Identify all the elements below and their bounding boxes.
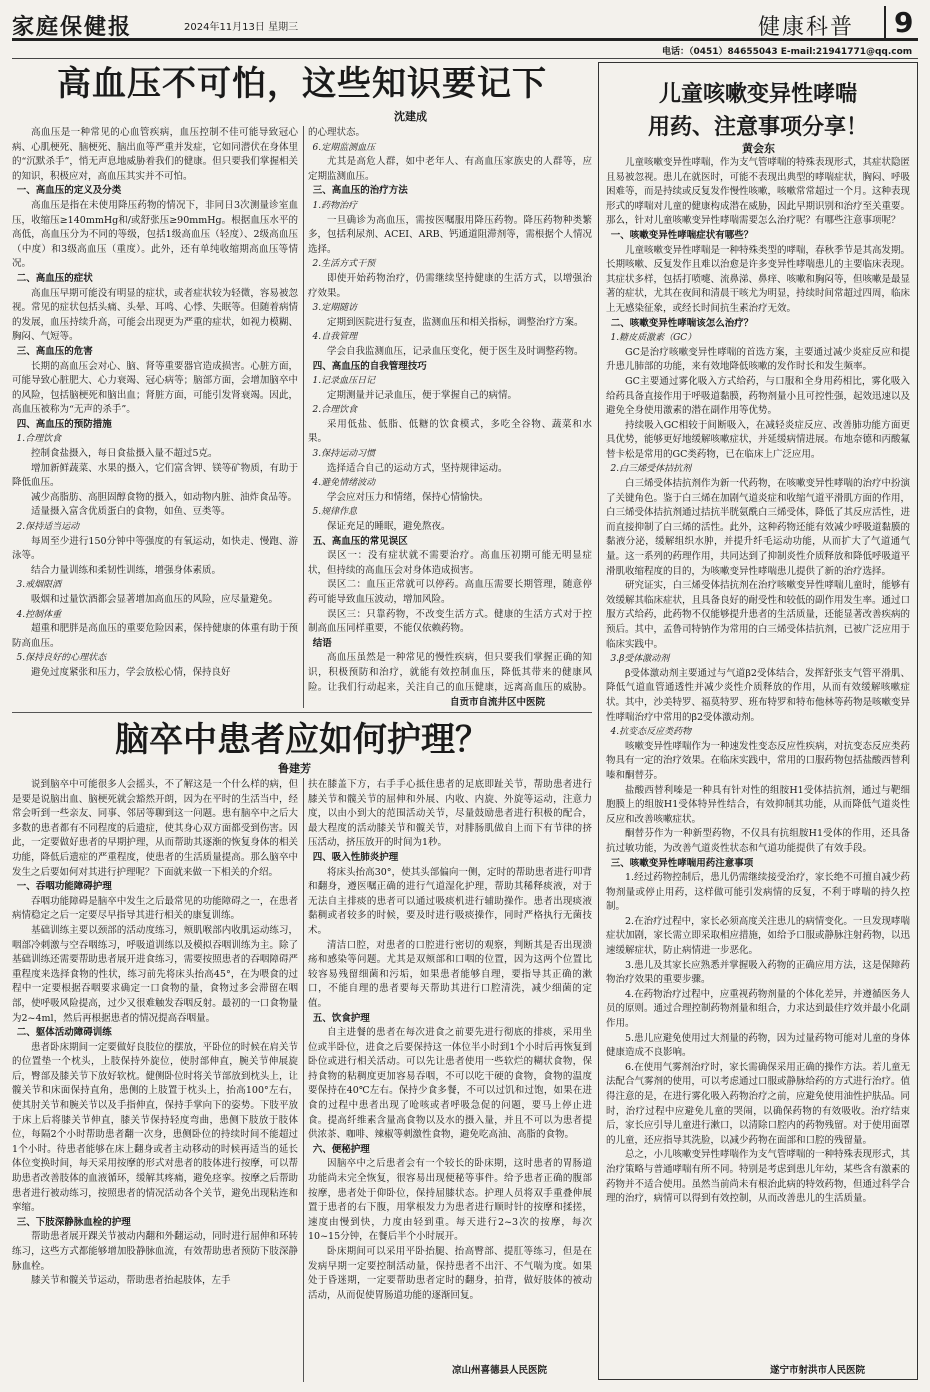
- article3-title-line-1: 儿童咳嗽变异性哮喘: [658, 81, 857, 107]
- subsection-heading: 4.控制体重: [16, 609, 62, 620]
- paragraph: 咳嗽变异性哮喘作为一种速发性变态反应性疾病，对抗变态反应类药物具有一定的治疗效果。在临床实践中，常用的口服药物包括盐酸西替利嗪和酮替芬。: [606, 740, 910, 781]
- page-number: 9: [884, 6, 913, 39]
- subsection-heading: 3.戒烟限酒: [16, 580, 62, 591]
- subsection-heading: 2.保持适当运动: [16, 522, 80, 533]
- article3-body: [606, 156, 910, 1356]
- paragraph: 高血压是一种常见的心血管疾病，血压控制不佳可能导致冠心病、心肌梗死、脑梗死、脑出血等严重并发症，它如同潜伏在身体里的“沉默杀手”，悄无声息地威胁着我们的健康。但只要我们掌握相关的知识，积极应对，高血压其实并不可怕。: [12, 127, 298, 182]
- article1-author: 沈建成: [394, 110, 427, 123]
- paragraph: 适量摄入富含优质蛋白的食物，如鱼、豆类等。: [31, 506, 231, 518]
- subsection-heading: 5.规律作息: [312, 507, 358, 518]
- paragraph: 4.在药物治疗过程中，应重视药物剂量的个体化差异，并遵循医务人员的原则。通过合理控制药物剂量和组合，力求达到最佳疗效并最小化副作用。: [606, 988, 910, 1030]
- paragraph: 减少高脂肪、高胆固醇食物的摄入，如动物内脏、油炸食品等。: [31, 491, 298, 503]
- paragraph: 学会应对压力和情绪，保持心情愉快。: [327, 491, 489, 503]
- paragraph: 高血压虽然是一种常见的慢性疾病，但只要我们掌握正确的知识，积极预防和治疗，就能有效控制血压，降低其带来的健康风险。让我们行动起来，关注自己的血压健康，远离高血压的威胁。: [308, 652, 592, 692]
- paragraph: 定期测量并记录血压，便于掌握自己的病情。: [327, 389, 518, 401]
- subsection-heading: 4.自我管理: [312, 332, 358, 343]
- section-heading: 二、高血压的症状: [16, 272, 93, 284]
- paragraph: 尤其是高危人群，如中老年人、有高血压家族史的人群等，应定期监测血压。: [308, 156, 592, 182]
- article1-title: 高血压不可怕，这些知识要记下: [57, 64, 547, 104]
- article1-source: 自贡市自流井区中医院: [450, 697, 546, 708]
- issue-date: 2024年11月13日 星期三: [184, 22, 299, 33]
- paragraph: 将床头抬高30°，使其头部偏向一侧，定时的帮助患者进行叩背和翻身，遵医嘱正确的进行气道湿化护理，帮助其稀释痰液，对于无法自主排痰的患者可以通过吸痰机进行辅助操作。患者出现痰液黏稠或者较多的时候，要及时进行吸痰操作，同时严格执行无菌技术。: [308, 866, 592, 936]
- paragraph: 儿童咳嗽变异性哮喘，作为支气管哮喘的特殊表现形式，其症状隐匿且易被忽视。患儿在就医时，可能不表现出典型的哮喘症状，胸闷、呼吸困难等，而是持续或反复发作慢性咳嗽，咳嗽常常超过一个月。这种表现形式的哮喘对儿童的健康构成潜在威胁，因此早期识别和治疗至关重要。那么，针对儿童咳嗽变异性哮喘需要怎么治疗呢？有哪些注意事项呢？: [606, 157, 910, 227]
- paragraph: 盐酸西替利嗪是一种具有针对性的组胺H1受体拮抗剂，通过与靶细胞膜上的组胺H1受体特异性结合，有效抑制其功能，从而降低气道炎性反应和改善咳嗽症状。: [606, 784, 910, 825]
- paragraph: β受体激动剂主要通过与气道β2受体结合，发挥舒张支气管平滑肌、降低气道血管通透性并减少炎性介质释放的作用，从而有效缓解咳嗽症状。其中，沙美特罗、福莫特罗、班布特罗和特布他林等药物是咳嗽变异性哮喘治疗中常用的β2受体激动剂。: [606, 667, 910, 723]
- paragraph: 选择适合自己的运动方式，坚持规律运动。: [327, 462, 508, 474]
- page-header: [12, 6, 918, 40]
- paragraph: 卧床期间可以采用平卧抬腿、抬高臀部、提肛等练习，但是在发病早期一定要控制活动量，保持患者不出汗、不气喘为度。如果处于昏迷期，一定要帮助患者定时的翻身，拍背，做好肢体的被动活动，从而促使胃肠道功能的逐渐回复。: [308, 1246, 592, 1301]
- paragraph: 6.在使用气雾剂治疗时，家长需确保采用正确的操作方法。若儿童无法配合气雾剂的使用，可以考虑通过口服或静脉给药的方式进行治疗。值得注意的是，在进行雾化吸入药物治疗之前，应避免使用油性护肤品。同时，治疗过程中应避免儿童的哭闹，以确保药物的有效吸收。治疗结束后，家长应引导儿童进行漱口，以清除口腔内的药物残留。对于使用面罩的儿童，还应指导其洗脸，以减少药物在面部和口腔的残留量。: [606, 1061, 910, 1146]
- paragraph: 基础训练主要以颈部的活动度练习，颊肌喉部内收肌运动练习，咽部冷刺激与空吞咽练习，呼吸道训练以及模拟吞咽训练为主。除了基础训练还需要帮助患者展开进食练习，需要按照患者的吞咽障碍严重程度来选择食物的性状，练习前先将床头抬高45°，在为喂食的过程中一定要根据吞咽要求确定一口食物的量，食物过多会滞留在咽部，使呼吸风险提高，过少又很难触发吞咽反射。最初的一口食物量为2~4ml，然后再根据患者的情况提高吞咽量。: [12, 924, 298, 1024]
- contact-rule: [12, 58, 918, 59]
- paragraph: 保证充足的睡眠，避免熬夜。: [327, 521, 451, 533]
- subsection-heading: 3.保持运动习惯: [312, 449, 376, 460]
- paragraph: 吸烟和过量饮酒都会显著增加高血压的风险，应尽量避免。: [31, 594, 279, 605]
- article2-source: 凉山州喜德县人民医院: [452, 1365, 548, 1376]
- section-heading: 四、高血压的自我管理技巧: [312, 360, 427, 372]
- paragraph: 研究证实，白三烯受体拮抗剂在治疗咳嗽变异性哮喘儿童时，能够有效缓解其临床症状，且具备良好的耐受性和较低的副作用发生率。通过口服方式给药，此药物不仅能够提升患者的生活质量，还能显著改善疾病的预后。其中，孟鲁司特钠作为常用的白三烯受体拮抗剂，已被广泛应用于临床实践中。: [606, 580, 910, 650]
- paragraph: 膝关节和髋关节运动，帮助患者抬起肢体，左手: [31, 1275, 231, 1287]
- subsection-heading: 3.定期随访: [312, 303, 358, 314]
- article3-source: 遂宁市射洪市人民医院: [770, 1365, 866, 1376]
- paragraph: 1.经过药物控制后，患儿仍需继续接受治疗，家长绝不可擅自减少药物剂量或停止用药，这样做可能引发病情的反复，不利于哮喘的持久控制。: [606, 872, 910, 913]
- subsection-heading: 5.保持良好的心理状态: [16, 653, 107, 664]
- article1-column-1: [12, 126, 298, 706]
- paragraph: 结合力量训练和柔韧性训练，增强身体素质。: [31, 564, 222, 576]
- subsection-heading: 2.合理饮食: [312, 405, 358, 416]
- article2-author: 鲁建芳: [278, 762, 311, 775]
- paragraph: 每周至少进行150分钟中等强度的有氧运动，如快走、慢跑、游泳等。: [12, 535, 298, 562]
- subsection-heading: 1.合理饮食: [16, 434, 62, 445]
- article3-title-line-2: 用药、注意事项分享！: [647, 114, 868, 140]
- paragraph: 因脑卒中之后患者会有一个较长的卧床期，这时患者的胃肠道功能尚未完全恢复，很容易出现便秘等事件。给予患者正确的腹部按摩，患者处于仰卧位，保持屈膝状态。护理人员将双手重叠伸展置于患者的右下腹，用掌根发力为患者进行顺时针的按摩和揉搓，速度由慢到快，力度由轻到重。每天进行2~3次的按摩，每次10~15分钟，在餐后半个小时展开。: [308, 1158, 592, 1243]
- subsection-heading: 4.避免情绪波动: [312, 478, 376, 489]
- section-heading: 三、下肢深静脉血栓的护理: [16, 1216, 131, 1228]
- section-heading: 二、躯体活动障碍训练: [16, 1027, 112, 1039]
- section-heading: 一、咳嗽变异性哮喘症状有哪些？: [610, 229, 754, 241]
- contact-info: 电话：（0451）84655043 E-mail:21941771@qq.com: [662, 47, 913, 57]
- paragraph: 高血压是指在未使用降压药物的情况下，非同日3次测量诊室血压，收缩压≥140mmHg和/或舒张压≥90mmHg。根据血压水平的高低，高血压分为不同的等级，包括1级高血压（轻度）、2级高血压（中度）和3级高血压（重度）。此外，还有单纯收缩期高血压等情况。: [12, 199, 298, 270]
- article2-title: 脑卒中患者应如何护理？: [115, 720, 489, 760]
- paragraph: 的心理状态。: [308, 127, 366, 138]
- paragraph: 扶在膝盖下方，右手手心抵住患者的足底即趾关节，帮助患者进行膝关节和髋关节的屈伸和外展、内收、内旋、外旋等运动，注意力度，以由小到大的范围活动关节，尽量鼓励患者进行积极的配合，最大程度的活动膝关节和髋关节，对腓肠肌做自上而下有节律的挤压活动，挤压放开的时间为1秒。: [308, 779, 592, 849]
- paragraph: 高血压早期可能没有明显的症状，或者症状较为轻微，容易被忽视。常见的症状包括头痛、头晕、耳鸣、心悸、失眠等。但随着病情的发展，血压持续升高，可能会出现更为严重的症状，如视力模糊、胸闷、气短等。: [12, 287, 298, 343]
- article1-column-2: [308, 126, 592, 692]
- paragraph: 一旦确诊为高血压，需按医嘱服用降压药物。降压药物种类繁多，包括利尿剂、ACEI、ARB、钙通道阻滞剂等，需根据个人情况选择。: [308, 214, 592, 255]
- subsection-heading: 6.定期监测血压: [312, 142, 376, 153]
- paragraph: 误区三：只靠药物，不改变生活方式。健康的生活方式对于控制高血压同样重要，不能仅依赖药物。: [308, 608, 592, 635]
- paragraph: 控制食盐摄入，每日食盐摄入量不超过5克。: [31, 448, 218, 460]
- paragraph: 总之，小儿咳嗽变异性哮喘作为支气管哮喘的一种特殊表现形式，其治疗策略与普通哮喘有所不同。特别是考虑到患儿年幼，某些含有激素的药物并不适合使用。虽然当前尚未有根治此病的特效药物，但通过科学合理的治疗，病情可以得到有效控制，从而改善患儿的生活质量。: [606, 1149, 910, 1205]
- column-divider: [303, 126, 304, 708]
- subsection-heading: 2.白三烯受体拮抗剂: [610, 464, 692, 475]
- subsection-heading: 4.抗变态反应类药物: [610, 727, 692, 738]
- subsection-heading: 1.糖皮质激素（GC）: [610, 333, 697, 344]
- section-heading: 四、高血压的预防措施: [16, 418, 112, 430]
- column-divider: [303, 778, 304, 1382]
- paragraph: 5.患儿应避免使用过大剂量的药物，因为过量药物可能对儿童的身体健康造成不良影响。: [606, 1032, 910, 1059]
- paragraph: 采用低盐、低脂、低糖的饮食模式，多吃全谷物、蔬菜和水果。: [308, 418, 592, 445]
- paragraph: 酮替芬作为一种新型药物，不仅具有抗组胺H1受体的作用，还具备抗过敏功能，为改善气道炎性状态和气道功能提供了有效手段。: [606, 828, 910, 854]
- article2-column-2: [308, 778, 592, 1356]
- paragraph: 超重和肥胖是高血压的重要危险因素，保持健康的体重有助于预防高血压。: [12, 623, 298, 649]
- paragraph: 3.患儿及其家长应熟悉并掌握吸入药物的正确应用方法，这是保障药物治疗效果的重要步骤。: [606, 959, 910, 986]
- paragraph: 白三烯受体拮抗剂作为新一代药物，在咳嗽变异性哮喘的治疗中扮演了关键角色。鉴于白三烯在加剧气道炎症和收缩气道平滑肌方面的作用，白三烯受体拮抗剂通过拮抗半胱氨酰白三烯受体，降低了其反应活性，进而直接抑制了白三烯的活性。此外，这种药物还能有效减少呼吸道黏膜的黏液分泌，缓解组织水肿，并提升纤毛运动功能，从而扩大了气道通气量。这一系列的药理作用，共同达到了抑制炎性介质释放和降低呼吸道平滑肌收缩程度的目的，为咳嗽变异性哮喘患儿提供了新的治疗选择。: [606, 478, 910, 577]
- section-heading: 五、高血压的常见误区: [312, 535, 408, 547]
- paragraph: 帮助患者展开踝关节被动内翻和外翻运动，同时进行屈伸和环转练习，这些方式都能够增加股静脉血流，有效帮助患者预防下肢深静脉血栓。: [12, 1231, 298, 1272]
- subsection-heading: 1.药物治疗: [312, 200, 358, 211]
- paragraph: 吞咽功能障碍是脑卒中发生之后最常见的功能障碍之一，在患者病情稳定之后一定要尽早指导其进行相关的康复训练。: [12, 895, 298, 922]
- paragraph: 说到脑卒中可能很多人会摇头，不了解这是一个什么样的病，但是要是说脑出血、脑梗死就会豁然开朗，因为在平时的生活当中，经常会听到一些亲友、同事、邻居等聊到这一问题。患有脑卒中之后大多数的患者都有不同程度的后遗症，使其身心双方面都受到伤害。因此，一定要做好患者的早期护理，从而帮助其逐渐的恢复身体的相关功能，降低后遗症的严重程度，使患者的生活质量提高。那么脑卒中发生之后要如何对其进行护理呢？下面就来做一下相关的介绍。: [12, 779, 298, 878]
- section-heading: 一、吞咽功能障碍护理: [16, 881, 112, 893]
- paragraph: 2.在治疗过程中，家长必须高度关注患儿的病情变化。一旦发现哮喘症状加剧，家长需立即采取相应措施，如给予口服或静脉注射药物，以迅速缓解症状，防止病情进一步恶化。: [606, 915, 910, 957]
- section-title: 健康科普: [758, 15, 855, 40]
- paragraph: 定期到医院进行复查，监测血压和相关指标，调整治疗方案。: [327, 316, 584, 328]
- paragraph: 自主进餐的患者在每次进食之前要先进行彻底的排痰，采用坐位或半卧位，进食之后要保持这一体位半小时到1个小时后再恢复到卧位或进行相关活动。可以先让患者使用一些软烂的糊状食物，保持食物的粘稠度更加容易吞咽，不可以吃干硬的食物，食物的温度要保持在40℃左右。保持少食多餐，不可以过饥和过饱，如果在进食的过程中患者出现了呛咳或者呼吸急促的问题，要马上停止进食。提高纤维素含量高食物以及水的摄入量，并且不可以为患者提供浓茶、咖啡、辣椒等刺激性食物，避免吃高油、高脂的食物。: [308, 1027, 592, 1141]
- paragraph: 误区一：没有症状就不需要治疗。高血压初期可能无明显症状，但持续的高血压会对身体造成损害。: [308, 550, 592, 576]
- paragraph: 长期的高血压会对心、脑、肾等重要器官造成损害。心脏方面，可能导致心脏肥大、心力衰竭、冠心病等；脑部方面，会增加脑卒中的风险，包括脑梗死和脑出血；肾脏方面，可能引发肾衰竭。因此，高血压被称为“无声的杀手”。: [12, 360, 298, 416]
- article2-column-1: [12, 778, 298, 1382]
- paragraph: 儿童咳嗽变异性哮喘是一种特殊类型的哮喘，春秋季节是其高发期。长期咳嗽、反复发作且难以治愈是许多变异性哮喘患儿的主要临床表现。其症状多样，包括打喷嚏、流鼻涕、鼻痒、咳嗽和胸闷等，但咳嗽是最显著的症状，尤其在夜间和清晨干咳尤为明显，持续时间常超过四周，临床上无感染征象，或经长时间抗生素治疗无效。: [606, 244, 910, 314]
- paragraph: 增加新鲜蔬菜、水果的摄入，它们富含钾、镁等矿物质，有助于降低血压。: [12, 462, 298, 489]
- section-heading: 三、高血压的危害: [16, 345, 93, 357]
- header-rule: [12, 38, 918, 41]
- subsection-heading: 3.β受体激动剂: [610, 654, 670, 665]
- paragraph: GC是治疗咳嗽变异性哮喘的首选方案，主要通过减少炎症反应和提升患儿肺部的功能，来有效地降低咳嗽的发作时长和发生频率。: [606, 346, 910, 373]
- section-heading: 结语: [312, 637, 332, 649]
- section-heading: 四、吸入性肺炎护理: [312, 851, 399, 863]
- section-heading: 二、咳嗽变异性哮喘该怎么治疗？: [610, 317, 754, 329]
- paragraph: 误区二：血压正常就可以停药。高血压需要长期管理，随意停药可能导致血压波动，增加风险。: [308, 579, 592, 605]
- article3-author: 黄会东: [742, 142, 775, 155]
- section-heading: 五、饮食护理: [312, 1012, 370, 1024]
- masthead: 家庭保健报: [12, 14, 133, 40]
- paragraph: 即使开始药物治疗，仍需继续坚持健康的生活方式，以增强治疗效果。: [308, 272, 592, 299]
- paragraph: 避免过度紧张和压力，学会放松心情，保持良好: [31, 666, 231, 678]
- subsection-heading: 1.记录血压日记: [312, 376, 376, 387]
- article3-title: [600, 78, 916, 144]
- section-heading: 三、高血压的治疗方法: [312, 185, 408, 197]
- paragraph: GC主要通过雾化吸入方式给药，与口服和全身用药相比，雾化吸入给药具备直接作用于呼吸道黏膜，药物剂量小且可控性强，起效迅速以及避免全身使用激素的潜在副作用等优势。: [606, 375, 910, 417]
- article-divider: [12, 712, 592, 713]
- paragraph: 学会自我监测血压，记录血压变化，便于医生及时调整药物。: [327, 345, 584, 357]
- paragraph: 患者卧床期间一定要做好良肢位的摆放，平卧位的时候在肩关节的位置垫一个枕头，上肢保持外旋位，使肘部伸直，腕关节伸展旋后，臀部及膝关节下放好软枕。健侧卧位时将关节部放到枕头上，让髋关节和床面保持直角，患侧的上肢置于枕头上，抬高100°左右，使其肘关节和腕关节以及手指伸直，保持手掌向下的姿势。下肢平放于床上后将膝关节伸直，膝关节保持轻度弯曲，患侧下肢放于肢体位，每隔2个小时帮助患者翻一次身，患侧卧位的持续时间不能超过1个小时。待患者能够在床上翻身或者主动移动的时候再适当的延长体位变换时间，每天采用按摩的形式对患者的肢体进行按摩，可以帮助患者改善肢体的血液循环，缓解其疼痛，避免痉挛。按摩之后帮助患者进行被动练习，按照患者的情况活动各个关节，避免出现粘连和挛缩。: [12, 1041, 298, 1214]
- section-heading: 六、便秘护理: [312, 1143, 370, 1155]
- paragraph: 清洁口腔，对患者的口腔进行密切的观察，判断其是否出现溃疡和感染等问题。尤其是双颊部和口咽的位置，因为这两个位置比较容易残留细菌和污垢，如果患者能够自理，要指导其正确的漱口，不能自理的患者要每天帮助其进行口腔清洗，减少细菌的定值。: [308, 939, 592, 1009]
- section-heading: 三、咳嗽变异性哮喘用药注意事项: [610, 857, 754, 869]
- section-heading: 一、高血压的定义及分类: [16, 185, 122, 197]
- paragraph: 持续吸入GC相较于间断吸入，在减轻炎症反应、改善肺功能方面更具优势，能够更好地缓解咳嗽症状，并延缓病情进展。布地奈德和丙酸氟替卡松是常用的GC类药物，已在临床上广泛应用。: [606, 419, 910, 460]
- subsection-heading: 2.生活方式干预: [312, 259, 376, 270]
